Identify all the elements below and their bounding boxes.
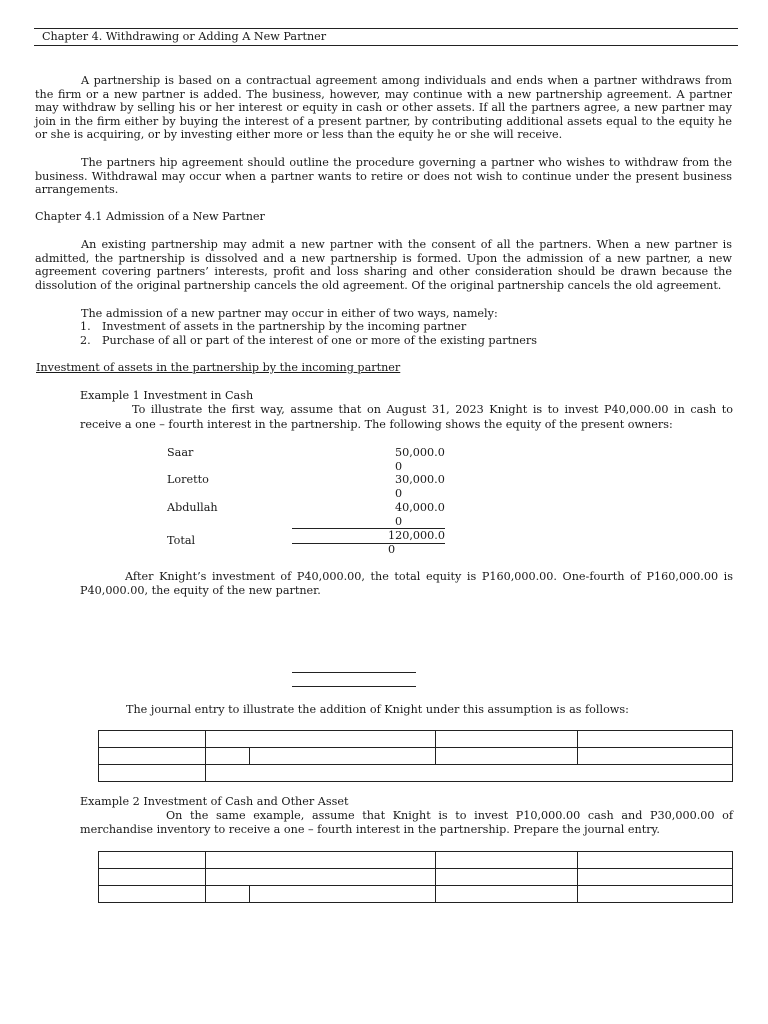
example-2-title: Example 2 Investment of Cash and Other Asset bbox=[80, 795, 349, 808]
indent-cell[interactable] bbox=[205, 748, 249, 765]
partner-name: Abdullah bbox=[167, 501, 218, 514]
debit-cell[interactable] bbox=[436, 731, 578, 748]
account-cell[interactable] bbox=[249, 886, 436, 903]
blank-rule bbox=[292, 672, 416, 673]
partner-equity: 30,000.00 bbox=[395, 473, 445, 500]
total-label: Total bbox=[167, 534, 196, 547]
intro-paragraph-2: The partners hip agreement should outline the procedure governing a partner who wishes to withdraw from the business. Withdrawal may occur when a partner wants to retire or does not wish to continue under the present business arrangements. bbox=[35, 156, 732, 197]
partner-equity: 50,000.00 bbox=[395, 446, 445, 473]
explanation-cell[interactable] bbox=[205, 765, 732, 782]
account-cell[interactable] bbox=[205, 852, 436, 869]
credit-cell[interactable] bbox=[578, 886, 733, 903]
table-row bbox=[99, 852, 733, 869]
date-cell[interactable] bbox=[99, 852, 206, 869]
ways-list-item bbox=[80, 320, 467, 334]
example-1-title: Example 1 Investment in Cash bbox=[80, 389, 254, 402]
total-rule-bottom bbox=[292, 543, 445, 544]
chapter-header bbox=[34, 28, 738, 46]
list-number: 2. bbox=[80, 334, 91, 347]
table-row bbox=[99, 886, 733, 903]
list-text: Purchase of all or part of the interest of one or more of the existing partners bbox=[102, 334, 538, 347]
admission-paragraph: An existing partnership may admit a new partner with the consent of all the partners. When a new partner is admitted, the partnership is dissolved and a new partnership is formed. Upon the admission of a new partner, a new agreement covering partners’ interests, profit and loss sharing and other consideration should be drawn because the dissolution of the original partnership cancels the old agreement. Of the original partnership cancels the old agreement. bbox=[35, 238, 732, 292]
partner-name: Saar bbox=[167, 446, 194, 459]
debit-cell[interactable] bbox=[436, 852, 578, 869]
after-investment-paragraph: After Knight’s investment of P40,000.00, the total equity is P160,000.00. One-fourth of P160,000.00 is P40,000.00, the equity of the new partner. bbox=[80, 570, 733, 597]
investment-subheading: Investment of assets in the partnership by the incoming partner bbox=[36, 361, 401, 374]
date-cell[interactable] bbox=[99, 748, 206, 765]
account-cell[interactable] bbox=[205, 869, 436, 886]
chapter-title: Chapter 4. Withdrawing or Adding A New Partner bbox=[42, 30, 327, 43]
account-cell[interactable] bbox=[205, 731, 436, 748]
ways-intro: The admission of a new partner may occur in either of two ways, namely: bbox=[81, 307, 498, 320]
account-cell[interactable] bbox=[249, 748, 436, 765]
table-row bbox=[99, 765, 733, 782]
credit-cell[interactable] bbox=[578, 869, 733, 886]
list-number: 1. bbox=[80, 320, 91, 333]
date-cell[interactable] bbox=[99, 731, 206, 748]
partner-equity: 40,000.00 bbox=[395, 501, 445, 528]
debit-cell[interactable] bbox=[436, 869, 578, 886]
table-row bbox=[99, 748, 733, 765]
journal-table-2 bbox=[98, 851, 733, 903]
partner-name: Loretto bbox=[167, 473, 209, 486]
date-cell[interactable] bbox=[99, 869, 206, 886]
indent-cell[interactable] bbox=[205, 886, 249, 903]
credit-cell[interactable] bbox=[578, 852, 733, 869]
example-1-text: To illustrate the first way, assume that on August 31, 2023 Knight is to invest P40,000.00 in cash to receive a one – fourth interest in the partnership. The following shows the equity of the present owners: bbox=[80, 403, 733, 431]
journal-intro: The journal entry to illustrate the addition of Knight under this assumption is as follows: bbox=[126, 703, 629, 716]
debit-cell[interactable] bbox=[436, 886, 578, 903]
example-2-text: On the same example, assume that Knight is to invest P10,000.00 cash and P30,000.00 of merchandise inventory to receive a one – fourth interest in the partnership. Prepare the journal entry. bbox=[80, 809, 733, 836]
journal-table-1 bbox=[98, 730, 733, 782]
table-row bbox=[99, 869, 733, 886]
debit-cell[interactable] bbox=[436, 748, 578, 765]
credit-cell[interactable] bbox=[578, 731, 733, 748]
list-text: Investment of assets in the partnership by the incoming partner bbox=[102, 320, 467, 333]
ways-list-item bbox=[80, 334, 538, 348]
date-cell[interactable] bbox=[99, 886, 206, 903]
intro-paragraph-1: A partnership is based on a contractual agreement among individuals and ends when a partner withdraws from the firm or a new partner is added. The business, however, may continue with a new partnership agreement. A partner may withdraw by selling his or her interest or equity in cash or other assets. If all the partners agree, a new partner may join in the firm either by buying the interest of a present partner, by contributing additional assets equal to the equity he or she is acquiring, or by investing either more or less than the equity he or she will receive. bbox=[35, 74, 732, 142]
section-heading: Chapter 4.1 Admission of a New Partner bbox=[35, 210, 265, 223]
blank-rule bbox=[292, 686, 416, 687]
table-row bbox=[99, 731, 733, 748]
total-equity: 120,000.00 bbox=[388, 529, 445, 556]
date-cell[interactable] bbox=[99, 765, 206, 782]
credit-cell[interactable] bbox=[578, 748, 733, 765]
